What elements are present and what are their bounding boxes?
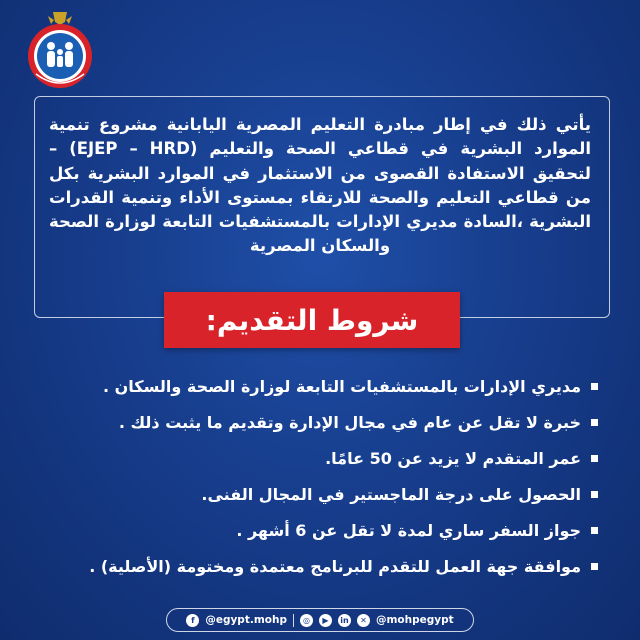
x-icon[interactable]: ✕ bbox=[357, 614, 370, 627]
facebook-icon[interactable]: f bbox=[186, 614, 199, 627]
eagle-emblem bbox=[48, 12, 72, 25]
list-item bbox=[38, 548, 598, 584]
intro-paragraph: يأتي ذلك في إطار مبادرة التعليم المصرية اليابانية مشروع تنمية الموارد البشرية في قطاعي الصحة والتعليم (EJEP – HRD) – لتحقيق الاستفادة القصوى من الاستثمار في الموارد البشرية بكل من قطاعي التعليم والصحة للارتقاء بمستوى الأداء وتنمية القدرات البشرية ،السادة مديري الإدارات بالمستشفيات التابعة لوزارة الصحة والسكان المصرية bbox=[49, 115, 591, 256]
intro-box bbox=[34, 96, 610, 318]
facebook-handle[interactable]: @egypt.mohp bbox=[205, 614, 287, 626]
bullet-square-icon bbox=[591, 419, 598, 426]
condition-text: عمر المتقدم لا يزيد عن 50 عامًا. bbox=[325, 448, 581, 468]
bullet-square-icon bbox=[591, 563, 598, 570]
footer-divider bbox=[293, 614, 294, 627]
list-item bbox=[38, 440, 598, 476]
ministry-logo bbox=[18, 8, 102, 92]
instagram-icon[interactable]: ◎ bbox=[300, 614, 313, 627]
list-item bbox=[38, 368, 598, 404]
social-footer bbox=[166, 608, 474, 632]
list-item bbox=[38, 512, 598, 548]
conditions-heading: شروط التقديم: bbox=[205, 303, 419, 337]
bullet-square-icon bbox=[591, 383, 598, 390]
condition-text: خبرة لا تقل عن عام في مجال الإدارة وتقديم ما يثبت ذلك . bbox=[118, 412, 581, 432]
bullet-square-icon bbox=[591, 455, 598, 462]
list-item bbox=[38, 476, 598, 512]
bullet-square-icon bbox=[591, 491, 598, 498]
condition-text: مديري الإدارات بالمستشفيات التابعة لوزارة الصحة والسكان . bbox=[102, 376, 581, 396]
condition-text: جواز السفر ساري لمدة لا تقل عن 6 أشهر . bbox=[236, 520, 581, 540]
conditions-heading-banner bbox=[164, 292, 460, 348]
youtube-icon[interactable]: ▶ bbox=[319, 614, 332, 627]
other-handle[interactable]: @mohpegypt bbox=[375, 614, 454, 626]
condition-text: موافقة جهة العمل للتقدم للبرنامج معتمدة ومختومة (الأصلية) . bbox=[89, 556, 581, 576]
linkedin-icon[interactable]: in bbox=[338, 614, 351, 627]
conditions-list bbox=[38, 368, 598, 584]
condition-text: الحصول على درجة الماجستير في المجال الفنى. bbox=[201, 484, 581, 504]
list-item bbox=[38, 404, 598, 440]
bullet-square-icon bbox=[591, 527, 598, 534]
